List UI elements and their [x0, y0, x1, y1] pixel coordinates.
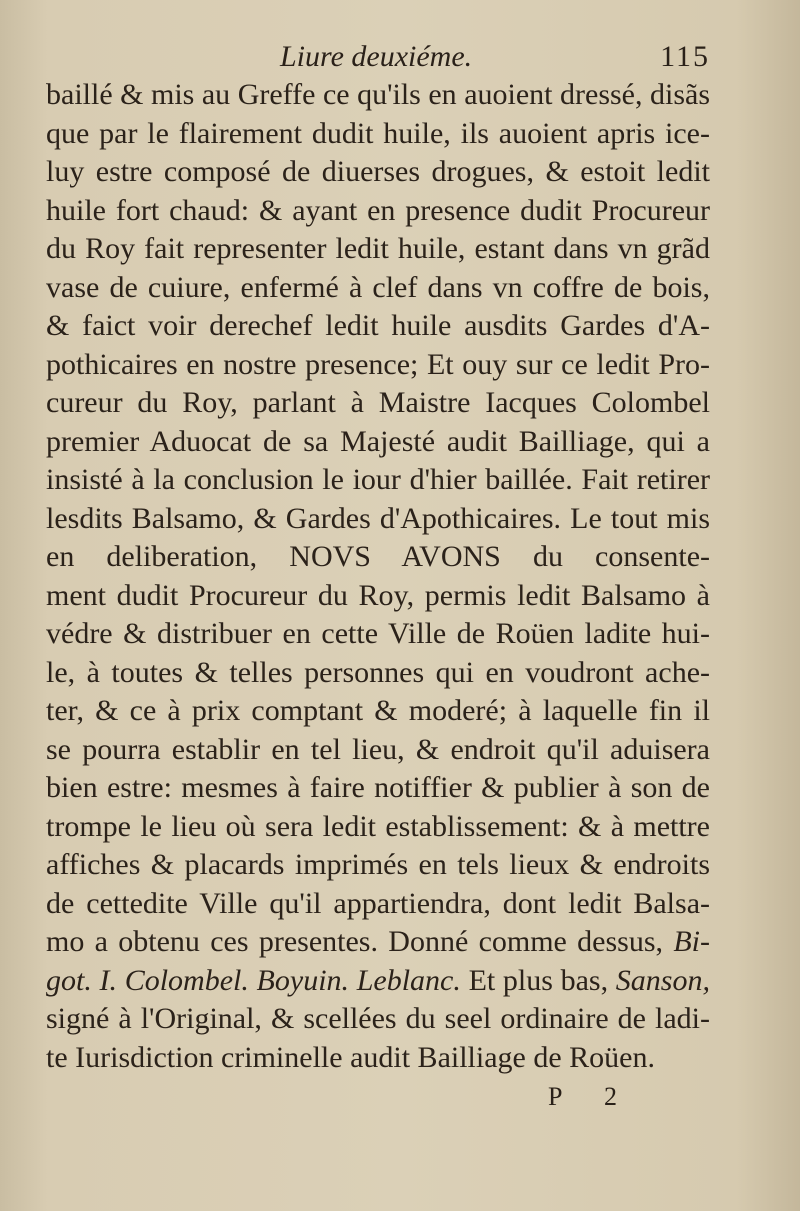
signatory-names: got. I. Colombel. Boyuin. Leblanc. — [46, 963, 461, 997]
text-line: de cettedite Ville qu'il appartiendra, dont ledit Balsa- — [46, 886, 710, 920]
text-line: affiches & placards imprimés en tels lieux & endroits — [46, 848, 710, 881]
text-line: du Roy fait representer ledit huile, estant dans vn grãd — [46, 232, 710, 265]
text-line: & faict voir derechef ledit huile ausdits Gardes d'A- — [46, 309, 710, 342]
page-header — [50, 40, 710, 80]
text-line: trompe le lieu où sera ledit establissement: & à mettre — [46, 809, 710, 843]
text-line: luy estre composé de diuerses drogues, & estoit ledit — [46, 155, 710, 188]
signatory-name: Bi- — [673, 925, 710, 958]
text-line: le, à toutes & telles personnes qui en voudront ache- — [46, 655, 710, 689]
text-line: cureur du Roy, parlant à Maistre Iacques Colombel — [46, 386, 710, 419]
text-line: insisté à la conclusion le iour d'hier baillée. Fait retirer — [46, 463, 710, 496]
signatory-name: Sanson, — [615, 963, 710, 997]
text-line: vase de cuiure, enfermé à clef dans vn coffre de bois, — [46, 270, 710, 304]
text-line — [46, 923, 710, 962]
text-line: te Iurisdiction criminelle audit Bailliage de Roüen. — [46, 1040, 655, 1074]
text-line: huile fort chaud: & ayant en presence dudit Procureur — [46, 193, 710, 227]
running-title: Liure deuxiéme. — [280, 40, 473, 73]
text-line: baillé & mis au Greffe ce qu'ils en auoient dressé, disãs — [46, 78, 710, 111]
text-line: bien estre: mesmes à faire notiffier & publier à son de — [46, 771, 710, 804]
text-line: ter, & ce à prix comptant & moderé; à laquelle fin il — [46, 694, 710, 727]
text-line: premier Aduocat de sa Majesté audit Bailliage, qui a — [46, 424, 710, 458]
body-text — [46, 76, 710, 1077]
text-line: ment dudit Procureur du Roy, permis ledit Balsamo à — [46, 578, 710, 612]
text-line: pothicaires en nostre presence; Et ouy sur ce ledit Pro- — [46, 347, 710, 381]
text-line: se pourra establir en tel lieu, & endroit qu'il aduisera — [46, 732, 710, 766]
text-line: védre & distribuer en cette Ville de Roüen ladite hui- — [46, 617, 710, 650]
printer-signature-mark: P 2 — [548, 1082, 635, 1111]
text-segment: mo a obtenu ces presentes. Donné comme dessus, — [46, 925, 674, 958]
text-segment: Et plus bas, — [460, 963, 616, 997]
text-line: que par le flairement dudit huile, ils auoient apris ice- — [46, 116, 710, 150]
text-line: lesdits Balsamo, & Gardes d'Apothicaires. Le tout mis — [46, 501, 710, 535]
page-number: 115 — [660, 40, 710, 73]
text-line: signé à l'Original, & scellées du seel ordinaire de ladi- — [46, 1002, 710, 1035]
text-line — [46, 962, 710, 1001]
text-line: en deliberation, NOVS AVONS du consente- — [46, 540, 710, 573]
